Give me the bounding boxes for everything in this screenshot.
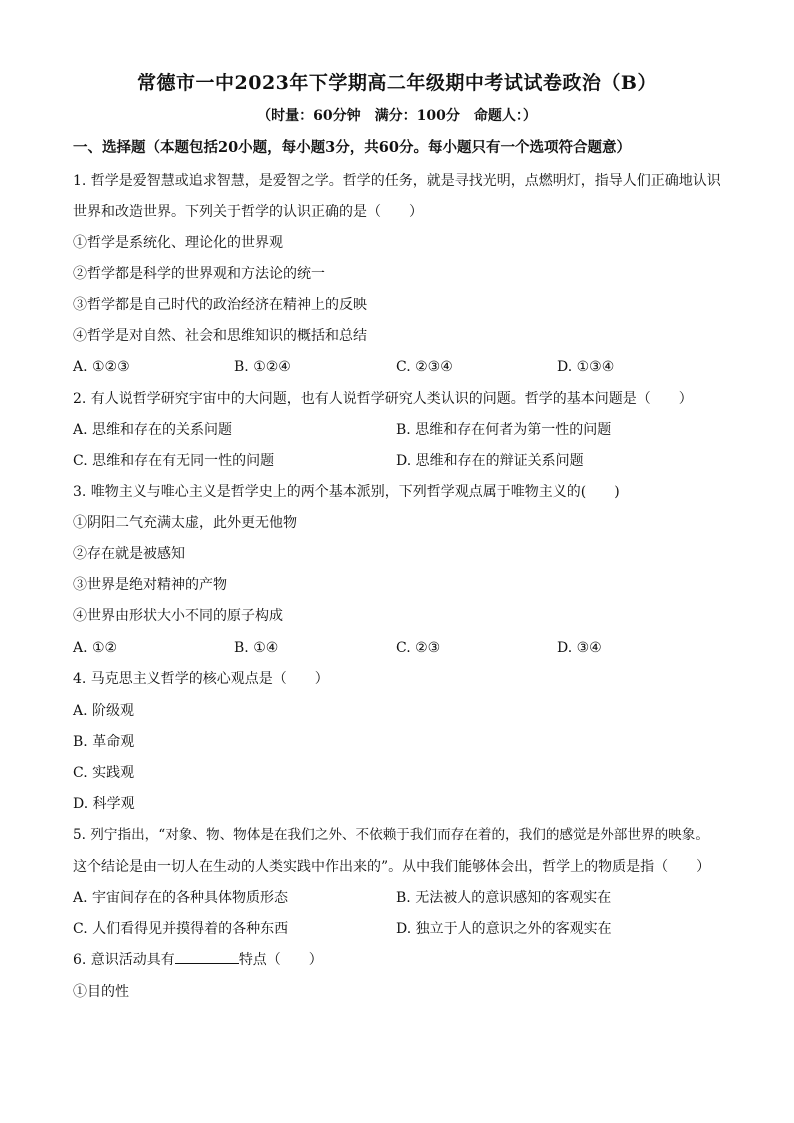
q5-option-d[interactable]: D. 独立于人的意识之外的客观实在 (396, 921, 612, 937)
q1-option-a[interactable]: A. ①②③ (73, 359, 130, 375)
q1-item-2: ②哲学都是科学的世界观和方法论的统一 (73, 266, 325, 282)
q3-stem: 3. 唯物主义与唯心主义是哲学史上的两个基本派别，下列哲学观点属于唯物主义的( ) (73, 484, 620, 500)
exam-title: 常德市一中2023年下学期高二年级期中考试试卷政治（B） (137, 72, 657, 94)
q2-option-d[interactable]: D. 思维和存在的辩证关系问题 (396, 453, 584, 469)
q5-option-c[interactable]: C. 人们看得见并摸得着的各种东西 (73, 921, 289, 937)
q4-option-d[interactable]: D. 科学观 (73, 796, 135, 812)
q1-item-3: ③哲学都是自己时代的政治经济在精神上的反映 (73, 297, 367, 313)
q5-stem-line2: 这个结论是由一切人在生动的人类实践中作出来的”。从中我们能够体会出，哲学上的物质是指（ ） (73, 859, 711, 875)
q1-stem-line2: 世界和改造世界。下列关于哲学的认识正确的是（ ） (73, 204, 423, 220)
q3-option-d[interactable]: D. ③④ (557, 640, 602, 656)
q1-item-4: ④哲学是对自然、社会和思维知识的概括和总结 (73, 328, 367, 344)
q4-option-c[interactable]: C. 实践观 (73, 765, 135, 781)
q2-stem: 2. 有人说哲学研究宇宙中的大问题，也有人说哲学研究人类认识的问题。哲学的基本问题是（ ） (73, 391, 693, 407)
q3-option-a[interactable]: A. ①② (73, 640, 118, 656)
q1-option-b[interactable]: B. ①②④ (234, 359, 291, 375)
q6-stem (73, 949, 323, 971)
q3-item-3: ③世界是绝对精神的产物 (73, 577, 227, 593)
q5-option-b[interactable]: B. 无法被人的意识感知的客观实在 (396, 890, 612, 906)
q1-stem-line1: 1. 哲学是爱智慧或追求智慧，是爱智之学。哲学的任务，就是寻找光明，点燃明灯，指导人们正确地认识 (73, 173, 721, 189)
q6-item-1: ①目的性 (73, 984, 129, 1000)
q1-option-c[interactable]: C. ②③④ (396, 359, 453, 375)
exam-subtitle: （时量：60分钟 满分：100分 命题人：） (257, 108, 537, 124)
q5-stem-line1: 5. 列宁指出，“对象、物、物体是在我们之外、不依赖于我们而存在着的，我们的感觉是外部世界的映象。 (73, 827, 709, 843)
q1-item-1: ①哲学是系统化、理论化的世界观 (73, 235, 283, 251)
q4-stem: 4. 马克思主义哲学的核心观点是（ ） (73, 671, 329, 687)
q6-stem-prefix: 6. 意识活动具有 (73, 952, 175, 968)
q3-option-c[interactable]: C. ②③ (396, 640, 441, 656)
q2-option-b[interactable]: B. 思维和存在何者为第一性的问题 (396, 422, 612, 438)
q3-option-b[interactable]: B. ①④ (234, 640, 279, 656)
q1-option-d[interactable]: D. ①③④ (557, 359, 615, 375)
section-heading: 一、选择题（本题包括20小题，每小题3分，共60分。每小题只有一个选项符合题意） (73, 139, 631, 156)
q3-item-1: ①阴阳二气充满太虚，此外更无他物 (73, 515, 297, 531)
q2-option-a[interactable]: A. 思维和存在的关系问题 (73, 422, 233, 438)
q4-option-b[interactable]: B. 革命观 (73, 734, 135, 750)
q2-option-c[interactable]: C. 思维和存在有无同一性的问题 (73, 453, 275, 469)
q4-option-a[interactable]: A. 阶级观 (73, 703, 135, 719)
q5-option-a[interactable]: A. 宇宙间存在的各种具体物质形态 (73, 890, 289, 906)
q3-item-4: ④世界由形状大小不同的原子构成 (73, 608, 283, 624)
q6-stem-suffix: 特点（ ） (238, 952, 323, 968)
q3-item-2: ②存在就是被感知 (73, 546, 185, 562)
fill-in-blank (175, 949, 239, 964)
